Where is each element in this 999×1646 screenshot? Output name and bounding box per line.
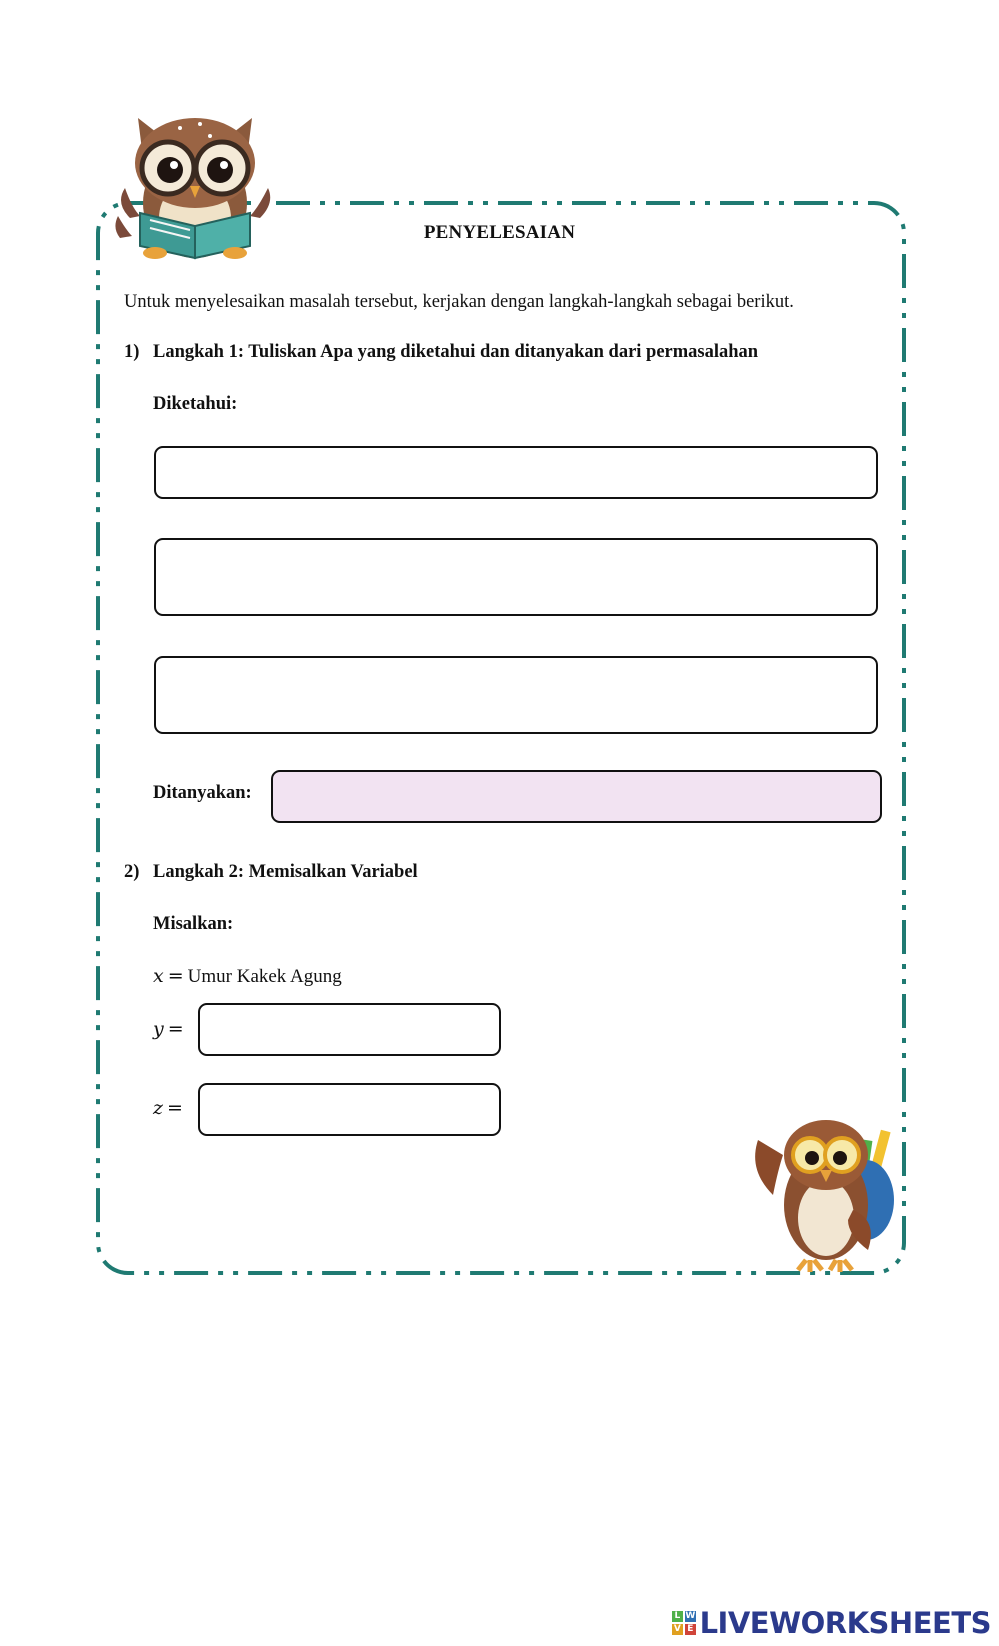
y-definition <box>153 1018 188 1041</box>
liveworksheets-logo-icon <box>672 1611 696 1635</box>
x-variable: x <box>153 965 164 987</box>
z-variable: z <box>153 1097 164 1119</box>
known-answer-box-1[interactable] <box>154 446 878 499</box>
logo-letter-e: E <box>685 1624 696 1635</box>
step-1-number: 1) <box>124 342 140 362</box>
known-label: Diketahui: <box>153 394 238 414</box>
owl-reading-icon <box>110 108 280 268</box>
owl-waving-icon <box>748 1110 908 1275</box>
asked-answer-box[interactable] <box>271 770 882 823</box>
z-equals-sign: = <box>167 1097 183 1119</box>
known-answer-box-2[interactable] <box>154 538 878 616</box>
liveworksheets-brand[interactable] <box>672 1606 991 1640</box>
page-title: PENYELESAIAN <box>423 222 576 243</box>
asked-label: Ditanyakan: <box>153 783 252 803</box>
y-answer-box[interactable] <box>198 1003 501 1056</box>
y-variable: y <box>153 1018 164 1040</box>
intro-text: Untuk menyelesaikan masalah tersebut, kerjakan dengan langkah-langkah sebagai berikut. <box>124 292 794 312</box>
logo-letter-w: W <box>685 1611 695 1621</box>
z-answer-box[interactable] <box>198 1083 501 1136</box>
z-definition <box>153 1097 187 1120</box>
y-equals-sign: = <box>167 1018 184 1040</box>
x-definition <box>153 965 342 988</box>
logo-letter-l: L <box>672 1611 683 1622</box>
known-answer-box-3[interactable] <box>154 656 878 734</box>
logo-letter-v: V <box>672 1624 683 1635</box>
suppose-label: Misalkan: <box>153 914 234 934</box>
brand-name: LIVEWORKSHEETS <box>699 1606 991 1640</box>
x-equals-sign: = <box>167 965 184 987</box>
x-value: Umur Kakek Agung <box>187 966 342 987</box>
step-2-number: 2) <box>124 862 140 882</box>
step-2-title: Langkah 2: Memisalkan Variabel <box>153 862 418 882</box>
step-1-title: Langkah 1: Tuliskan Apa yang diketahui dan ditanyakan dari permasalahan <box>153 342 759 362</box>
